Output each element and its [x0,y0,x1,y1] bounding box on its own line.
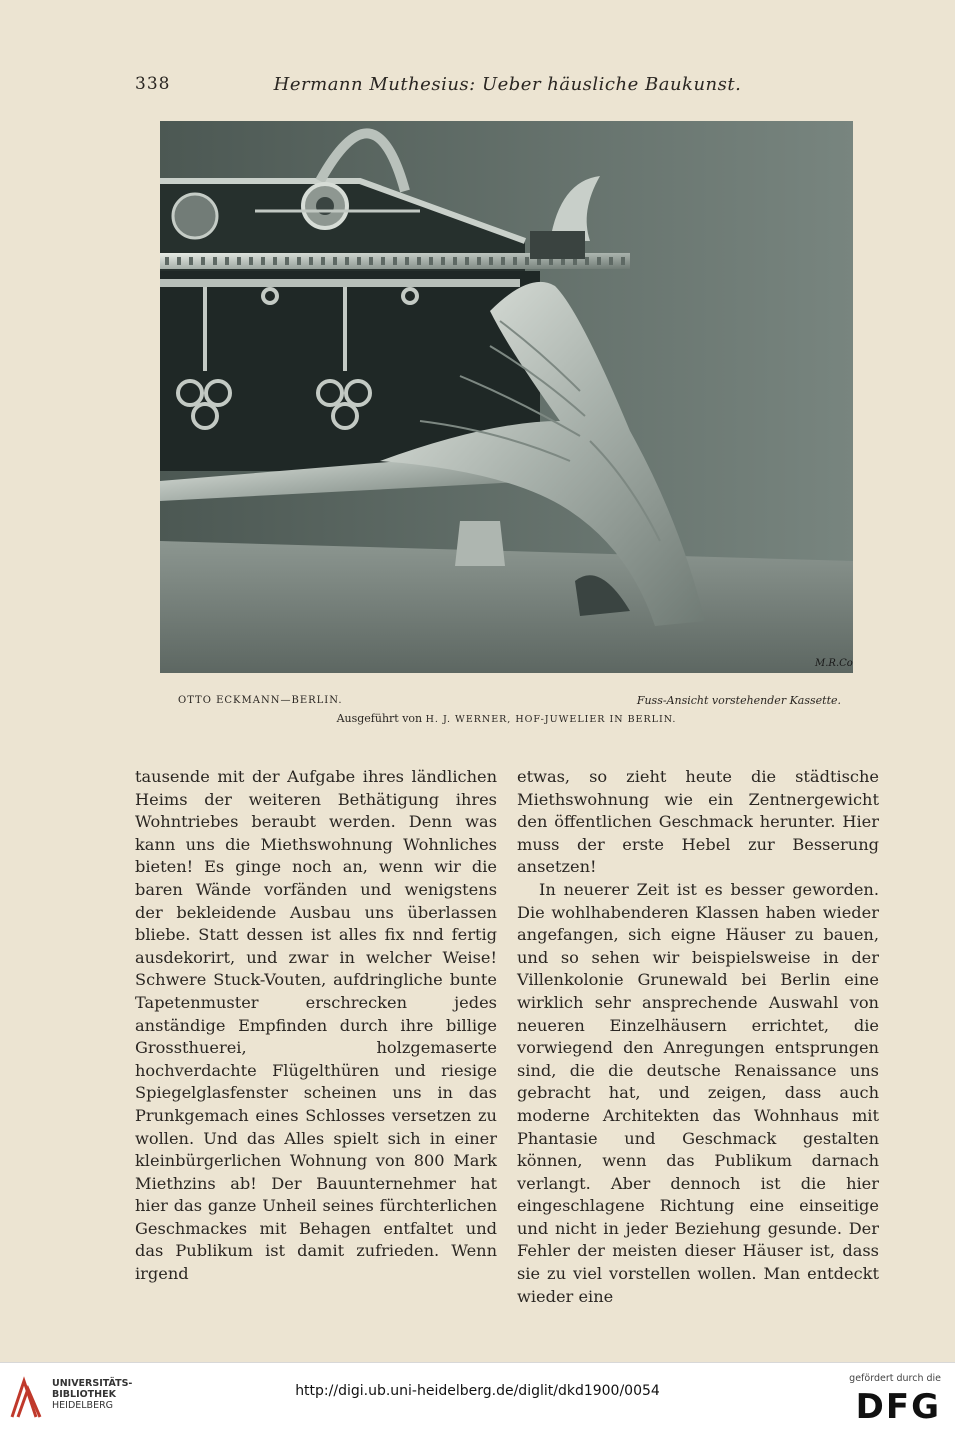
paragraph: tausende mit der Aufgabe ihres ländlichen Heims der weiteren Bethätigung ihres Wohntriebes beraubt werden. Denn was kann uns die Miethswohnung Wohnliches bieten! Es ginge noch an, wenn wir die baren Wände vorfänden und wenigstens der bekleidende Ausbau uns überlassen bliebe. Statt dessen ist alles fix nnd fertig ausdekorirt, und zwar in welcher Weise! Schwere Stuck-Vouten, aufdringliche bunte Tapetenmuster erschrecken jedes anständige Empfinden durch ihre billige Grossthuerei, holzgemaserte hochverdachte Flügelthüren und riesige Spiegelglasfenster scheinen uns in das Prunkgemach eines Schlosses versetzen zu wollen. Und das Alles spielt sich in einer kleinbürgerlichen Wohnung von 800 Mark Miethzins ab! Der Bauunternehmer hat hier das ganze Unheil seines fürchterlichen Geschmackes mit Behagen entfaltet und das Publikum ist damit zufrieden. Wenn irgend [135,767,497,1284]
casket-foot-photograph [160,121,853,673]
page-header [135,74,880,100]
caption-credit-maker: H. J. WERNER, HOF-JUWELIER IN BERLIN. [425,714,677,725]
paragraph: etwas, so zieht heute die städtische Miethswohnung wie ein Zentnergewicht den öffentlichen Geschmack herunter. Hier muss der erste Hebel zur Besserung ansetzen! [517,767,879,877]
paragraph: In neuerer Zeit ist es besser geworden. Die wohlhabenderen Klassen haben wieder angefangen, sich eigne Häuser zu bauen, und so sehen wir beispielsweise in der Villenkolonie Grunewald bei Berlin eine wirklich sehr ansprechende Auswahl von neueren Einzelhäusern errichtet, die vorwiegend den Anregungen entsprungen sind, die die deutsche Renaissance uns gebracht hat, und zeigen, dass auch moderne Architekten das Wohnhaus mit Phantasie und Geschmack gestalten können, wenn das Publikum darnach verlangt. Aber dennoch ist die hier eingeschlagene Richtung eine einseitige und nicht in jeder Beziehung gesunde. Der Fehler der meisten dieser Häuser ist, dass sie zu viel vorstellen wollen. Man entdeckt wieder eine [517,879,879,1306]
right-text-column [517,766,879,1308]
dfg-logo: DFG [855,1387,941,1427]
digital-library-footer [0,1362,955,1430]
photo-illustration [160,121,853,673]
left-text-column [135,766,497,1286]
caption-title: Fuss-Ansicht vorstehender Kassette. [636,694,841,707]
funding-note: gefördert durch die [849,1373,941,1384]
running-title: Hermann Muthesius: Ueber häusliche Baukunst. [273,74,742,95]
caption-credit [160,712,853,725]
source-url-link[interactable]: http://digi.ub.uni-heidelberg.de/diglit/dkd1900/0054 [295,1383,660,1399]
page-number: 338 [135,74,171,94]
caption-credit-prefix: Ausgeführt von [336,712,423,725]
caption-artist: OTTO ECKMANN—BERLIN. [178,695,343,706]
figure-caption [160,695,853,713]
photo-signature: M.R.Co [815,658,853,669]
library-name: UNIVERSITÄTS- BIBLIOTHEK HEIDELBERG [52,1378,133,1411]
